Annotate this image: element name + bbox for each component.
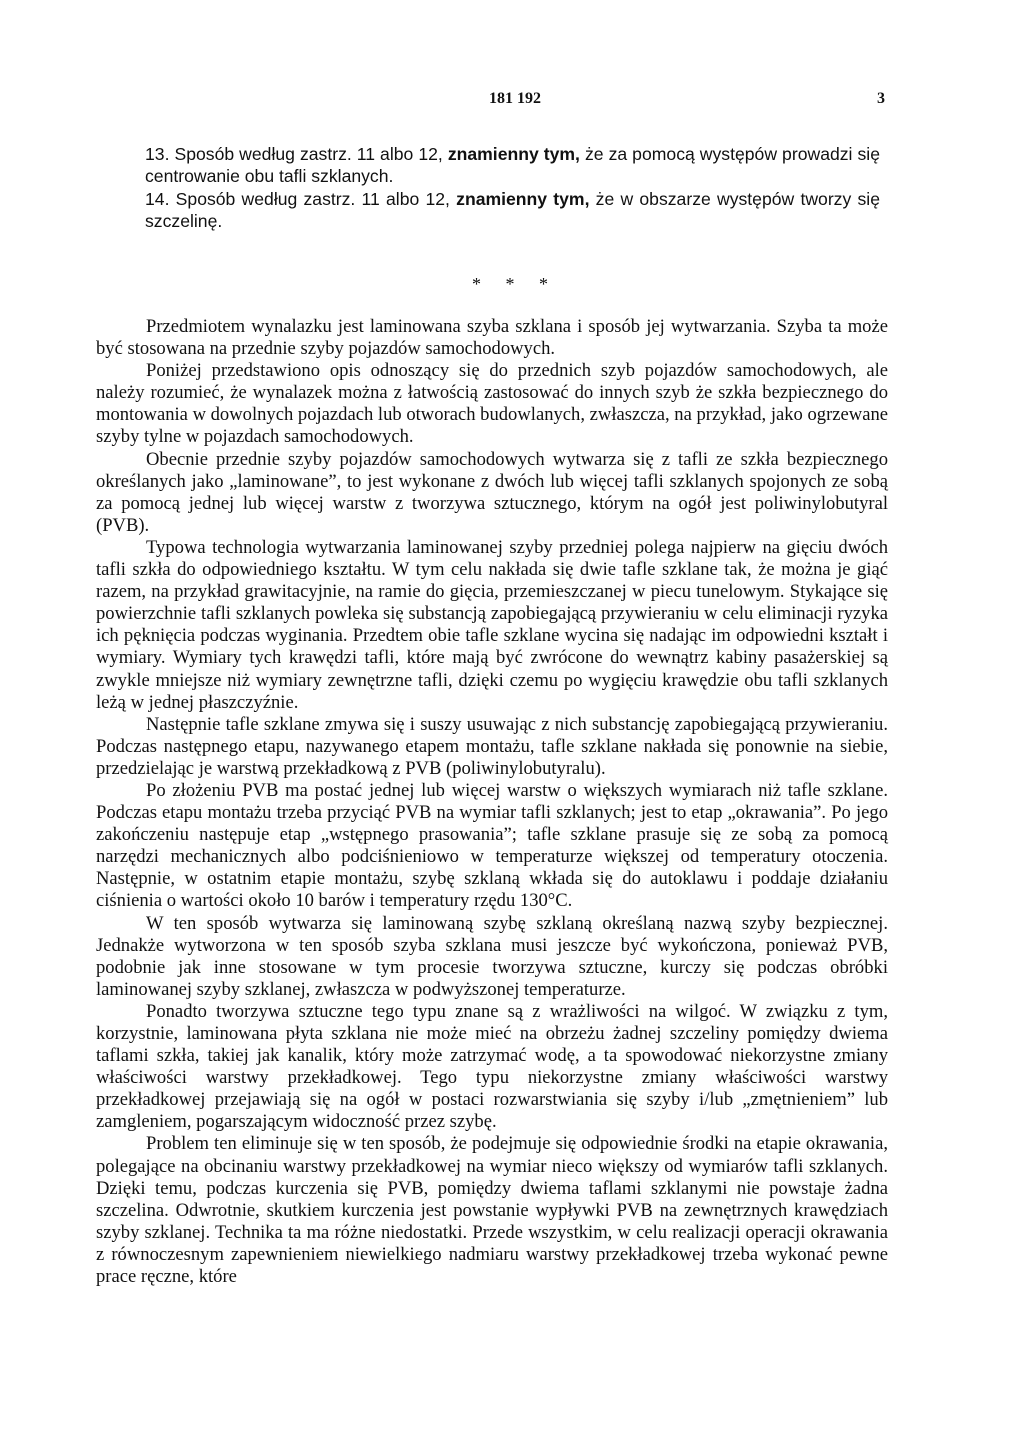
claim-rest: że w obszarze występów tworzy się szczelinę.	[145, 188, 880, 231]
page-number: 3	[877, 90, 885, 107]
paragraph: Poniżej przedstawiono opis odnoszący się do przednich szyb pojazdów samochodowych, ale należy rozumieć, że wynalazek można z łatwością zastosować do innych szyb że szkła bezpiecznego do montowania w dowolnych pojazdach lub otworach budowlanych, zwłaszcza, na przykład, jako ogrzewane szyby tylne w pojazdach samochodowych.	[96, 360, 889, 448]
document-number: 181 192	[489, 90, 541, 107]
claims-section	[145, 143, 880, 232]
paragraph: Obecnie przednie szyby pojazdów samochodowych wytwarza się z tafli ze szkła bezpiecznego określanych jako „laminowane”, to jest wykonane z dwóch lub więcej tafli szklanych spojonych ze sobą za pomocą jednej lub więcej warstw z tworzywa sztucznego, którym na ogół jest poliwinylobutyral (PVB).	[96, 448, 888, 536]
paragraph: Problem ten eliminuje się w ten sposób, że podejmuje się odpowiednie środki na etapie okrawania, polegające na obcinaniu warstwy przekładkowej na wymiar nieco większy od wymiarów tafli szklanych. Dzięki temu, podczas kurczenia się PVB, pomiędzy dwiema taflami szklanymi nie powstaje żadna szczelina. Odwrotnie, skutkiem kurczenia jest powstanie wypływki PVB na zewnętrznych krawędziach szyby szklanej. Technika ta ma różne niedostatki. Przede wszystkim, w celu realizacji operacji okrawania z równoczesnym zapewnieniem niewielkiego nadmiaru warstwy przekładkowej trzeba wykonać pewne prace ręczne, które	[96, 1133, 888, 1288]
paragraph: Ponadto tworzywa sztuczne tego typu znane są z wrażliwości na wilgoć. W związku z tym, korzystnie, laminowana płyta szklana nie może mieć na obrzeżu żadnej szczeliny pomiędzy dwiema taflami szkła, takiej jak kanalik, który może zatrzymać wodę, a ta spowodować niekorzystne zmiany właściwości warstwy przekładkowej. Tego typu niekorzystne zmiany właściwości warstwy przekładkowej przejawiają się na ogół w postaci rozwarstwiania się szyby i/lub „zmętnieniem” lub zamgleniem, pogarszającym widoczność przez szybę.	[96, 1000, 888, 1133]
claim-lead: 14. Sposób według zastrz. 11 albo 12,	[145, 188, 457, 209]
claim-keyword: znamienny tym,	[456, 188, 590, 209]
paragraph: Po złożeniu PVB ma postać jednej lub więcej warstw o większych wymiarach niż tafle szklane. Podczas etapu montażu trzeba przyciąć PVB na wymiar tafli szklanych; jest to etap „okrawania”. Po jego zakończeniu następuje etap „wstępnego prasowania”; tafle szklane prasuje się ze sobą za pomocą narzędzi mechanicznych albo podciśnieniowo w temperaturze większej od temperatury otoczenia. Następnie, w ostatnim etapie montażu, szybę szklaną wkłada się do autoklawu i poddaje działaniu ciśnienia o wartości około 10 barów i temperatury rzędu 130°C.	[96, 779, 888, 912]
paragraph: W ten sposób wytwarza się laminowaną szybę szklaną określaną nazwą szyby bezpiecznej. Jednakże wytworzona w ten sposób szyba szklana musi jeszcze być wykończona, ponieważ PVB, podobnie jak inne stosowane w tym procesie tworzywa sztuczne, kurczy się podczas obróbki laminowanej szyby szklanej, zwłaszcza w podwyższonej temperaturze.	[96, 912, 888, 1000]
claim-lead: 13. Sposób według zastrz. 11 albo 12,	[145, 144, 448, 164]
claim-13	[145, 143, 880, 188]
claim-keyword: znamienny tym,	[447, 144, 580, 164]
paragraph: Typowa technologia wytwarzania laminowanej szyby przedniej polega najpierw na gięciu dwóch tafli szkła do odpowiedniego kształtu. W tym celu nakłada się dwie tafle szklane tak, że można je giąć razem, na przykład grawitacyjnie, na ramie do gięcia, przemieszczanej w piecu tunelowym. Stykające się powierzchnie tafli szklanych powleka się substancją zapobiegającą przywieraniu w celu eliminacji ryzyka ich pęknięcia podczas wyginania. Przedtem obie tafle szklane wycina się nadając im odpowiedni kształt i wymiary. Wymiary tych krawędzi tafli, które mają być zwrócone do wewnątrz kabiny pasażerskiej są zwykle mniejsze niż wymiary zewnętrzne tafli, dzięki czemu po wygięciu krawędzie obu tafli szklanych leżą w jednej płaszczyźnie.	[96, 536, 888, 713]
paragraph: Przedmiotem wynalazku jest laminowana szyba szklana i sposób jej wytwarzania. Szyba ta może być stosowana na przednie szyby pojazdów samochodowych.	[96, 316, 888, 360]
claim-14	[145, 188, 880, 233]
description-body	[96, 316, 888, 1288]
page-header	[145, 90, 885, 114]
section-separator: * * *	[472, 274, 558, 294]
paragraph: Następnie tafle szklane zmywa się i suszy usuwając z nich substancję zapobiegającą przywieraniu. Podczas następnego etapu, nazywanego etapem montażu, tafle szklane nakłada się ponownie na siebie, przedzielając je warstwą przekładkową z PVB (poliwinylobutyralu).	[96, 713, 888, 779]
claim-rest: że za pomocą występów prowadzi się centrowanie obu tafli szklanych.	[145, 144, 880, 187]
